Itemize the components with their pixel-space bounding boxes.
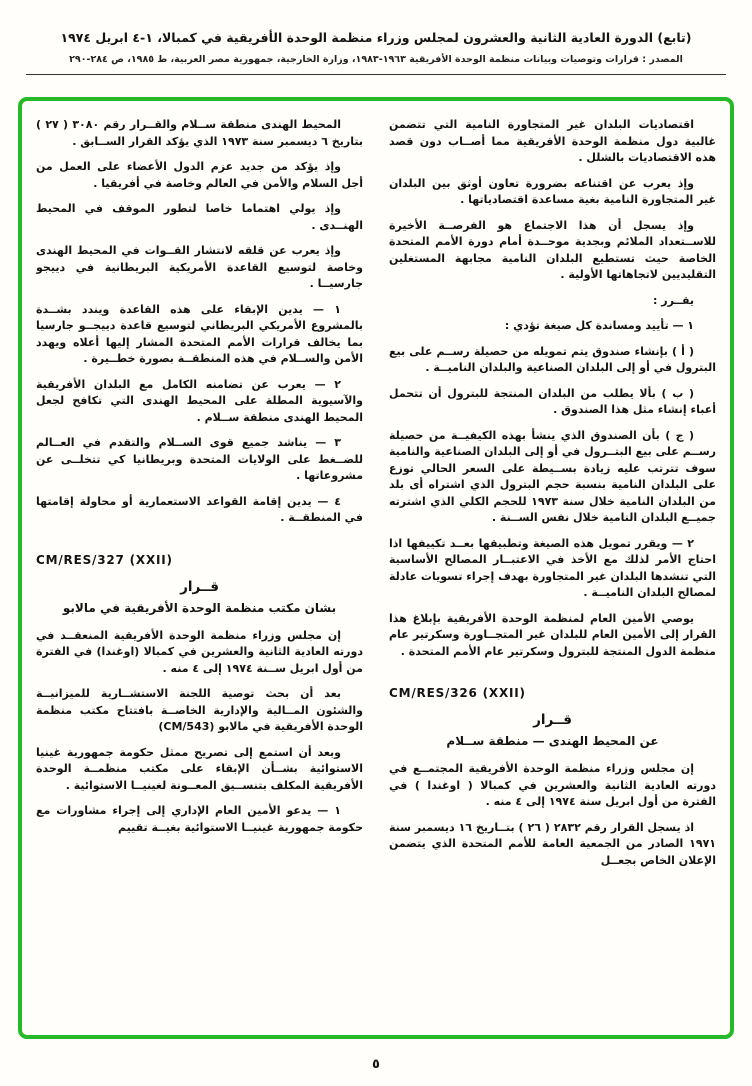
- paragraph: وإذ يؤكد من جديد عزم الدول الأعضاء على العمل من أجل السلام والأمن في العالم وخاصة في أفريقيا .: [36, 160, 363, 190]
- numbered-item: ١ — تأييد ومساندة كل صيغة تؤدي :: [504, 319, 694, 332]
- numbered-item: ٢ — ويقرر تمويل هذه الصيغة وتطبيقها بعــد تكييفها اذا احتاج الأمر لذلك مع الأخذ في الاعتبــار المصالح الأساسية التي تنشدها البلدان غير المتجاورة بهدف إجراء تسويات عادلة لمصالح البلدان الناميــة .: [389, 536, 716, 599]
- resolution-subtitle: عن المحيط الهندى — منطقة ســلام: [446, 734, 659, 748]
- lettered-item: ( أ ) بإنشاء صندوق يتم تمويله من حصيلة رســم على بيع البترول في أو إلى البلدان الصناعية والبلدان الناميــة .: [389, 344, 716, 374]
- paragraph: اذ يسجل القرار رقم ٢٨٣٢ ( ٢٦ ) بتــاريخ ١٦ ديسمبر سنة ١٩٧١ الصادر من الجمعية العامة للأمم المتحدة الذي يتضمن الإعلان الخاص بجعــل: [389, 820, 716, 867]
- decree-word: يقــرر :: [653, 293, 694, 307]
- numbered-item: ٢ — يعرب عن تضامنه الكامل مع البلدان الأفريقية والآسيوية المطلة على المحيط الهندى التي تكافح لجعل المحيط الهندى منطقة ســلام .: [36, 377, 363, 424]
- page-number: ٥: [372, 1057, 380, 1072]
- right-column: [389, 117, 716, 1027]
- numbered-item: ١ — يدعو الأمين العام الإداري إلى إجراء مشاورات مع حكومة جمهورية غينيــا الاستوائية بغيــة تقييم: [36, 804, 363, 834]
- session-title: (تابع) الدورة العادية الثانية والعشرون لمجلس وزراء منظمة الوحدة الأفريقية في كمبالا، ١-٤ ابريل ١٩٧٤: [60, 30, 692, 45]
- numbered-item: ١ — يدين الإبقاء على هذه القاعدة ويندد بشــدة بالمشروع الأمريكي البريطاني لتوسيع قاعدة دييجــو جارسيا بما يخالف قرارات الأمم المتحدة المشار إليها أعلاه ويهدد الأمن والســلام في هذه المنطقــة بصورة خطــيرة .: [36, 302, 363, 365]
- numbered-item: ٤ — يدين إقامة القواعد الاستعمارية أو محاولة إقامتها في المنطقــة .: [36, 494, 363, 524]
- paragraph: وإذ يولي اهتماما خاصا لتطور الموقف في المحيط الهنــدى .: [36, 202, 363, 232]
- numbered-item: ٣ — يناشد جميع قوى الســلام والتقدم في العــالم للضــغط على الولايات المتحدة وبريطانيا كي تتخلــى عن مشروعاتها .: [36, 436, 363, 482]
- header-divider: [26, 74, 726, 75]
- page-header: [0, 0, 752, 75]
- paragraph: يوصي الأمين العام لمنظمة الوحدة الأفريقية بإبلاغ هذا القرار إلى الأمين العام للبلدان غير المتجــاورة وسكرتير عام منظمة الدول المنتجة للبترول وسكرتير عام الأمم المتحدة .: [389, 611, 716, 658]
- left-column: [36, 117, 363, 1027]
- paragraph: وإذ يسجل أن هذا الاجتماع هو الفرصــة الأخيرة للاســتعداد الملائم وبجدية موحــدة أمام دورة الأمم المتحدة الخاصة حيث تستطيع البلدان النامية مجابهة المستغلين التقليديين لاتجاهاتها الأولية .: [389, 218, 716, 281]
- resolution-title: قــرار: [180, 578, 219, 595]
- source-citation: المصدر : قرارات وتوصيات وبيانات منظمة الوحدة الأفريقية ١٩٦٣-١٩٨٣، وزارة الخارجية، جمهورية مصر العربية، ط ١٩٨٥، ص ٢٨٤-٢٩٠: [69, 54, 683, 65]
- paragraph: وإذ يعرب عن قلقه لانتشار القــوات في المحيط الهندى وخاصة لتوسيع القاعدة الأمريكية البريطانية في دييجو جارسيــا .: [36, 244, 363, 290]
- paragraph: وبعد أن استمع إلى تصريح ممثل حكومة جمهورية غينيا الاستوائية بشــأن الإبقاء على مكتب منظمــة الوحدة الأفريقية المكلف بتنســيق المعــونة لغينيــا الاستوائية .: [36, 745, 363, 792]
- content-border: [18, 97, 734, 1039]
- paragraph: وإذ يعرب عن اقتناعه بضرورة تعاون أوثق بين البلدان غير المتجاورة النامية بغية مساعدة اقتصادياتها .: [389, 176, 716, 206]
- paragraph: إن مجلس وزراء منظمة الوحدة الأفريقية المنعقــد في دورته العادية الثانية والعشرين في كمبالا (اوغندا) في الفترة من أول ابريل ســنة ١٩٧٤ إلى ٤ منه .: [36, 628, 363, 675]
- lettered-item: ( ج ) بأن الصندوق الذي ينشأ بهذه الكيفيــة من حصيلة رســم على بيع البتــرول في أو إلى البلدان الصناعية والنامية سوف تترتب عليه زيادة بســيطة على السعر الحالي توزع على البلدان النامية بنسبة حجم البترول الذي اشتراه أى بلد من البلدان النامية خلال سنة ١٩٧٣ للحجم الكلي الذي اشترته جميــع البلدان النامية خلال نفس الســنة .: [389, 428, 716, 524]
- paragraph: بعد أن بحث توصية اللجنة الاستشــارية للميزانيــة والشئون المــالية والإدارية الخاصــة بافتتاح مكتب منظمة الوحدة الأفريقية في مالابو (CM/543): [36, 687, 363, 733]
- resolution-code: CM/RES/326 (XXII): [389, 686, 526, 700]
- resolution-subtitle: بشان مكتب منظمة الوحدة الأفريقية في مالابو: [62, 600, 337, 615]
- paragraph: إن مجلس وزراء منظمة الوحدة الأفريقية المجتمــع في دورته العادية الثانية والعشرين في كمبالا ( اوغندا ) في الفترة من أول ابريل سنة ١٩٧٤ إلى ٤ منه .: [389, 762, 716, 808]
- lettered-item: ( ب ) بألا يطلب من البلدان المنتجة للبترول أن تتحمل أعباء إنشاء مثل هذا الصندوق .: [389, 386, 716, 416]
- resolution-title: قــرار: [533, 712, 572, 728]
- resolution-code: CM/RES/327 (XXII): [36, 552, 173, 567]
- paragraph: المحيط الهندى منطقة ســلام والقــرار رقم ٣٠٨٠ ( ٢٧ ) بتاريخ ٦ ديسمبر سنة ١٩٧٣ الذي يؤكد القرار الســابق .: [36, 118, 363, 148]
- two-column-layout: [36, 117, 716, 1027]
- paragraph: اقتصاديات البلدان غير المتجاورة النامية التي تتضمن غالبية دول منظمة الوحدة الأفريقية مما أصــاب دون قصد هذه الاقتصاديات بالشلل .: [389, 118, 716, 164]
